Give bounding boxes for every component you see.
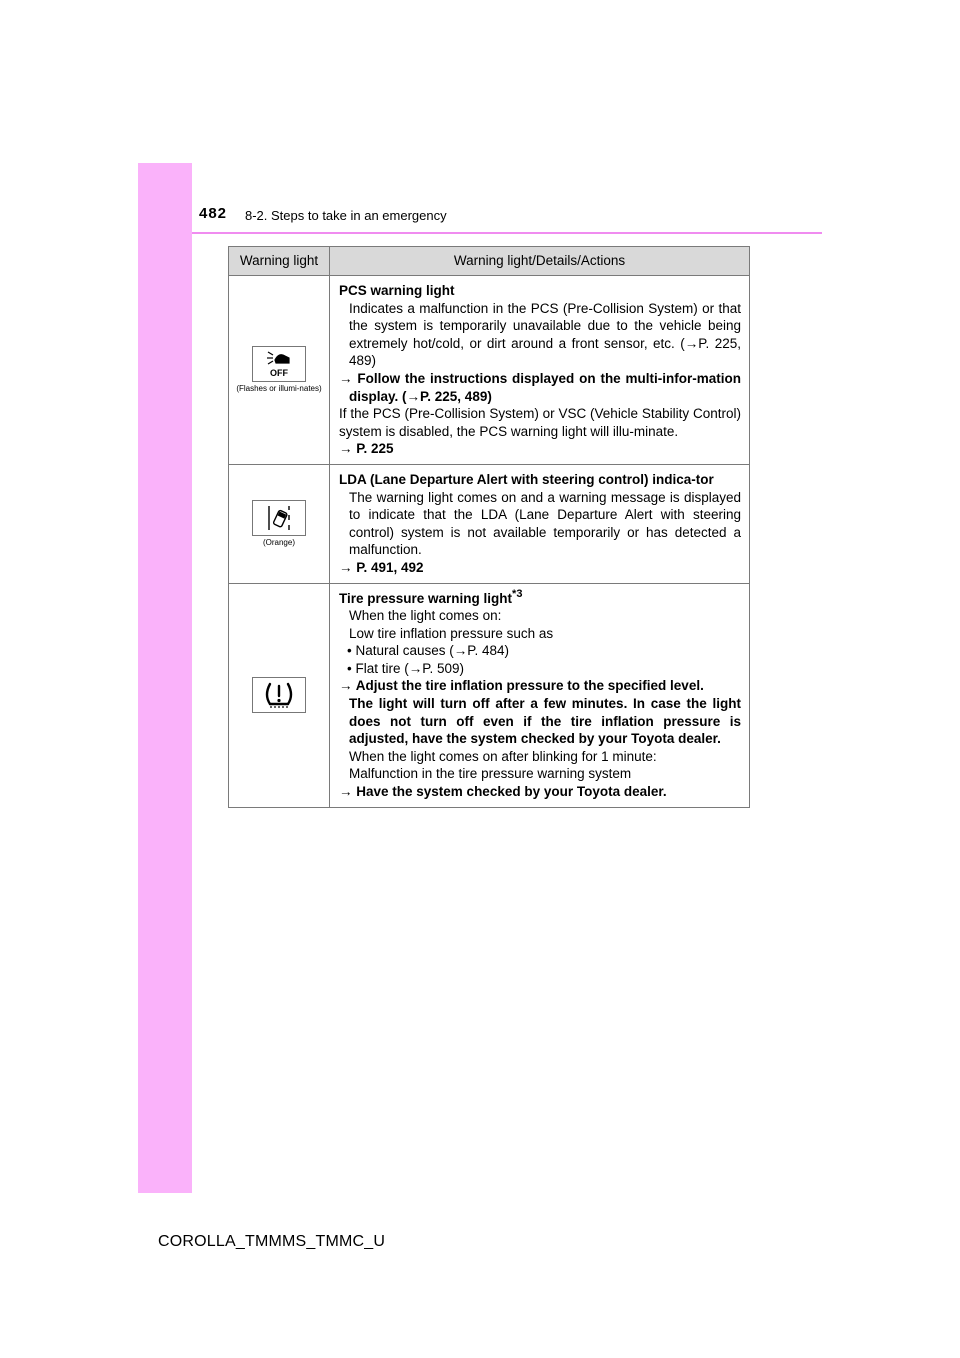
light-action: → Have the system checked by your Toyota dealer. (339, 784, 667, 800)
light-action: → Follow the instructions displayed on the multi-infor-mation display. (→P. 225, 489) (339, 370, 741, 404)
light-description: Indicates a malfunction in the PCS (Pre-Collision System) or that the system is temporarily unavailable due to the vehicle being extremely hot/cold, or dirt around a front sensor, etc. (→P. 225, 489) (349, 300, 741, 369)
list-item: • Natural causes (→P. 484) (347, 643, 510, 659)
page-reference: → P. 225 (339, 441, 394, 457)
light-title (339, 587, 741, 608)
light-title: LDA (Lane Departure Alert with steering control) indica-tor (339, 471, 714, 487)
table-row (229, 276, 750, 465)
condition-line: Malfunction in the tire pressure warning system (349, 766, 632, 782)
svg-text:OFF: OFF (270, 368, 288, 379)
page-number: 482 (199, 205, 228, 222)
section-title: 8-2. Steps to take in an emergency (245, 208, 447, 223)
condition-line: When the light comes on: (349, 608, 502, 624)
col-header-details: Warning light/Details/Actions (330, 247, 750, 276)
page-reference: → P. 491, 492 (339, 559, 424, 575)
icon-caption: (Orange) (262, 538, 295, 548)
icon-cell (229, 464, 330, 583)
details-cell (330, 464, 750, 583)
tire-pressure-warning-icon (252, 677, 306, 713)
warning-light-table (228, 246, 750, 808)
icon-caption: (Flashes or illumi-nates) (236, 384, 322, 394)
light-title-text: Tire pressure warning light (339, 590, 513, 606)
condition-line: Low tire inflation pressure such as (349, 625, 554, 641)
document-code: COROLLA_TMMMS_TMMC_U (158, 1233, 386, 1250)
light-description: The warning light comes on and a warning message is displayed to indicate that the LDA (Lane Departure Alert with steering control) system is not available temporarily or has detected a malfunction. (349, 489, 741, 558)
table-row (229, 583, 750, 807)
footnote-marker: *3 (512, 587, 523, 600)
icon-cell (229, 276, 330, 465)
action-note: The light will turn off after a few minutes. In case the light does not turn off even if the tire inflation pressure is adjusted, have the system checked by your Toyota dealer. (349, 696, 741, 747)
lda-indicator-icon (252, 500, 306, 536)
table-row (229, 464, 750, 583)
light-title: PCS warning light (339, 283, 455, 298)
pcs-off-warning-icon (252, 346, 306, 382)
icon-cell (229, 583, 330, 807)
table-header-row (229, 247, 750, 276)
list-item: • Flat tire (→P. 509) (347, 660, 465, 676)
details-cell (330, 276, 750, 465)
light-note: If the PCS (Pre-Collision System) or VSC (Vehicle Stability Control) system is disabled, the PCS warning light will illu-minate. (339, 406, 741, 439)
condition-line: When the light comes on after blinking for 1 minute: (349, 748, 657, 764)
light-action: → Adjust the tire inflation pressure to the specified level. (339, 678, 704, 694)
chapter-side-tab (138, 163, 192, 1193)
header-divider (192, 232, 822, 234)
col-header-warning-light: Warning light (229, 247, 330, 276)
details-cell (330, 583, 750, 807)
